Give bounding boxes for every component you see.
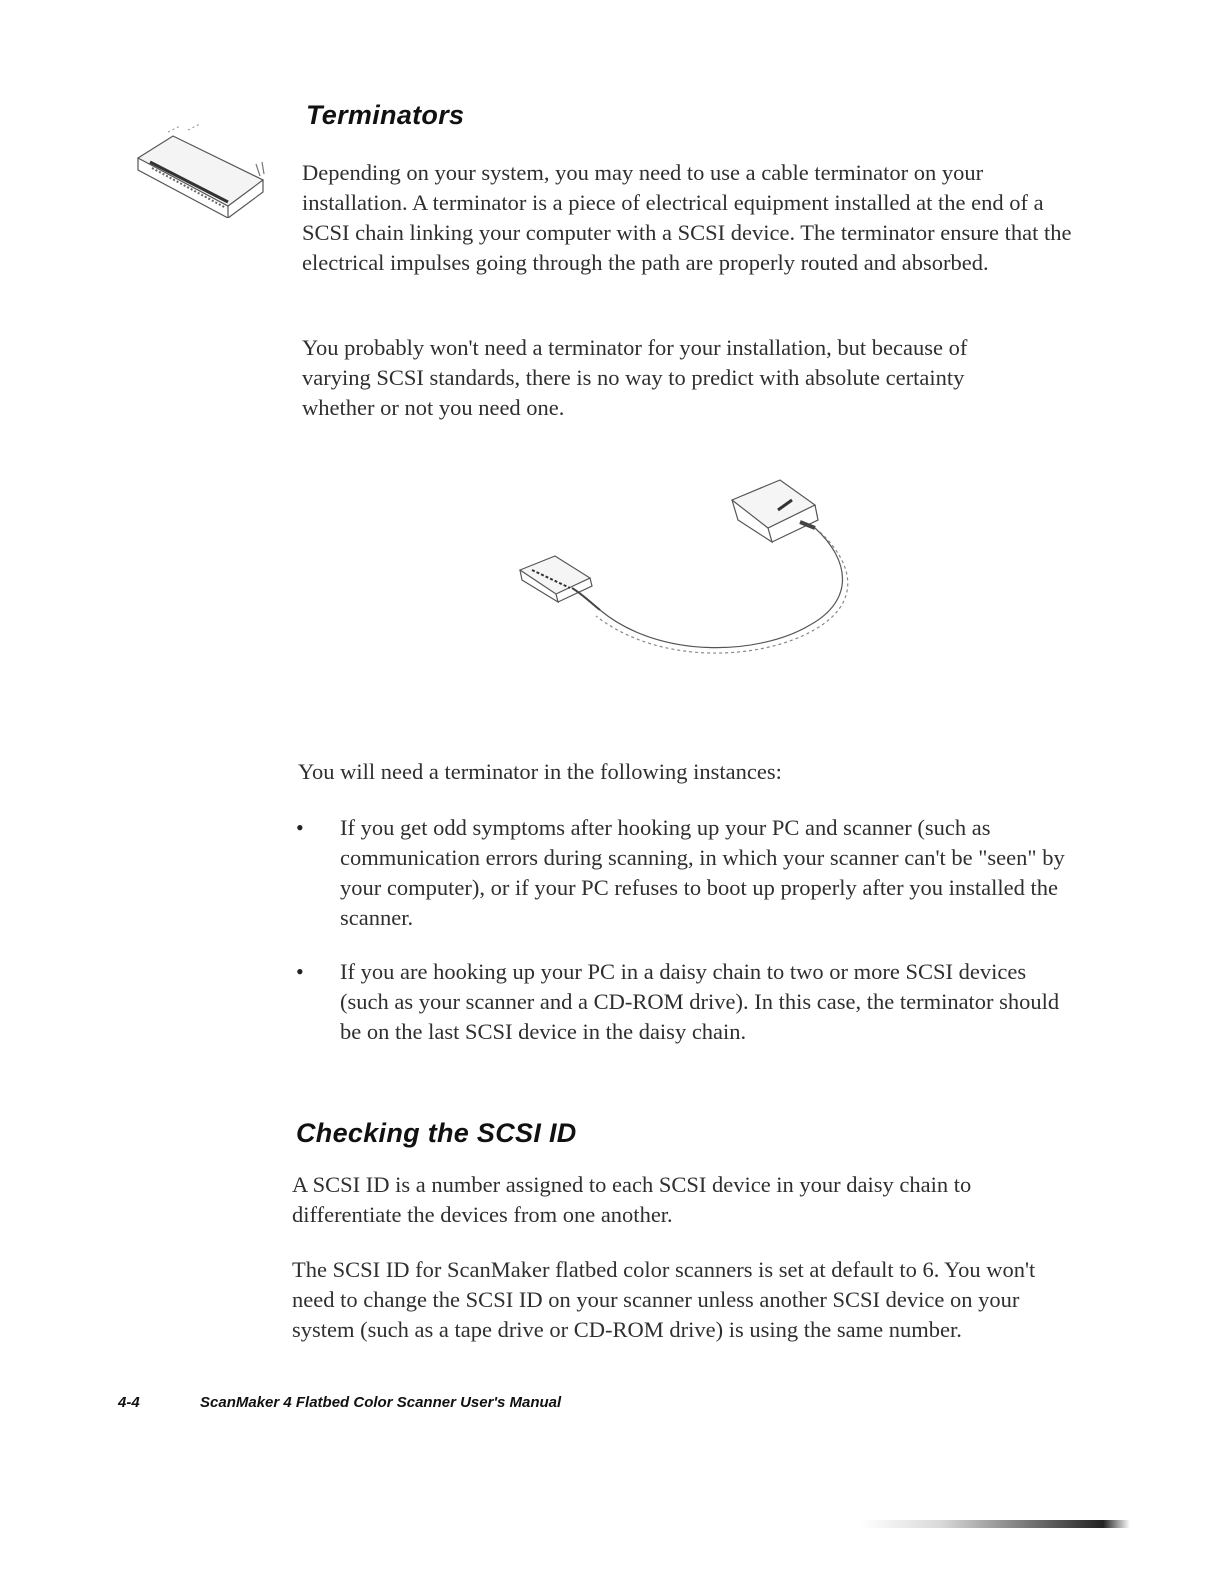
paragraph-terminator-uncertainty: You probably won't need a terminator for your installation, but because of varying SCSI standards, there is no way to predict with absolute certainty whether or not you need one.	[302, 335, 968, 420]
scan-artifact	[860, 1520, 1130, 1528]
paragraph-terminator-intro: Depending on your system, you may need to use a cable terminator on your installation. A terminator is a piece of electrical equipment installed at the end of a SCSI chain linking your computer with a SCSI device. The terminator ensure that the electrical impulses going through the path are properly routed and absorbed.	[302, 160, 1072, 275]
bullet-marker: •	[296, 815, 304, 840]
section-heading-terminators: Terminators	[306, 100, 465, 130]
scsi-cable-illustration	[510, 470, 860, 670]
page-number: 4-4	[118, 1394, 140, 1411]
bullet-marker: •	[296, 959, 304, 984]
footer-manual-title: ScanMaker 4 Flatbed Color Scanner User's Manual	[200, 1394, 562, 1411]
section-heading-scsi-id: Checking the SCSI ID	[296, 1118, 577, 1148]
paragraph-terminator-instances: You will need a terminator in the following instances:	[298, 759, 782, 784]
paragraph-scsi-id-definition: A SCSI ID is a number assigned to each SCSI device in your daisy chain to differentiate the devices from one another.	[292, 1172, 972, 1227]
bullet-item-odd-symptoms: If you get odd symptoms after hooking up your PC and scanner (such as communication errors during scanning, in which your scanner can't be "seen" by your computer), or if your PC refuses to boot up properly after you installed the scanner.	[340, 815, 1065, 930]
paragraph-scsi-id-default: The SCSI ID for ScanMaker flatbed color scanners is set at default to 6. You won't need to change the SCSI ID on your scanner unless another SCSI device on your system (such as a tape drive or CD-ROM drive) is using the same number.	[292, 1257, 1036, 1342]
bullet-item-daisy-chain: If you are hooking up your PC in a daisy chain to two or more SCSI devices (such as your scanner and a CD-ROM drive). In this case, the terminator should be on the last SCSI device in the daisy chain.	[340, 959, 1060, 1044]
terminator-plug-icon	[128, 118, 273, 218]
